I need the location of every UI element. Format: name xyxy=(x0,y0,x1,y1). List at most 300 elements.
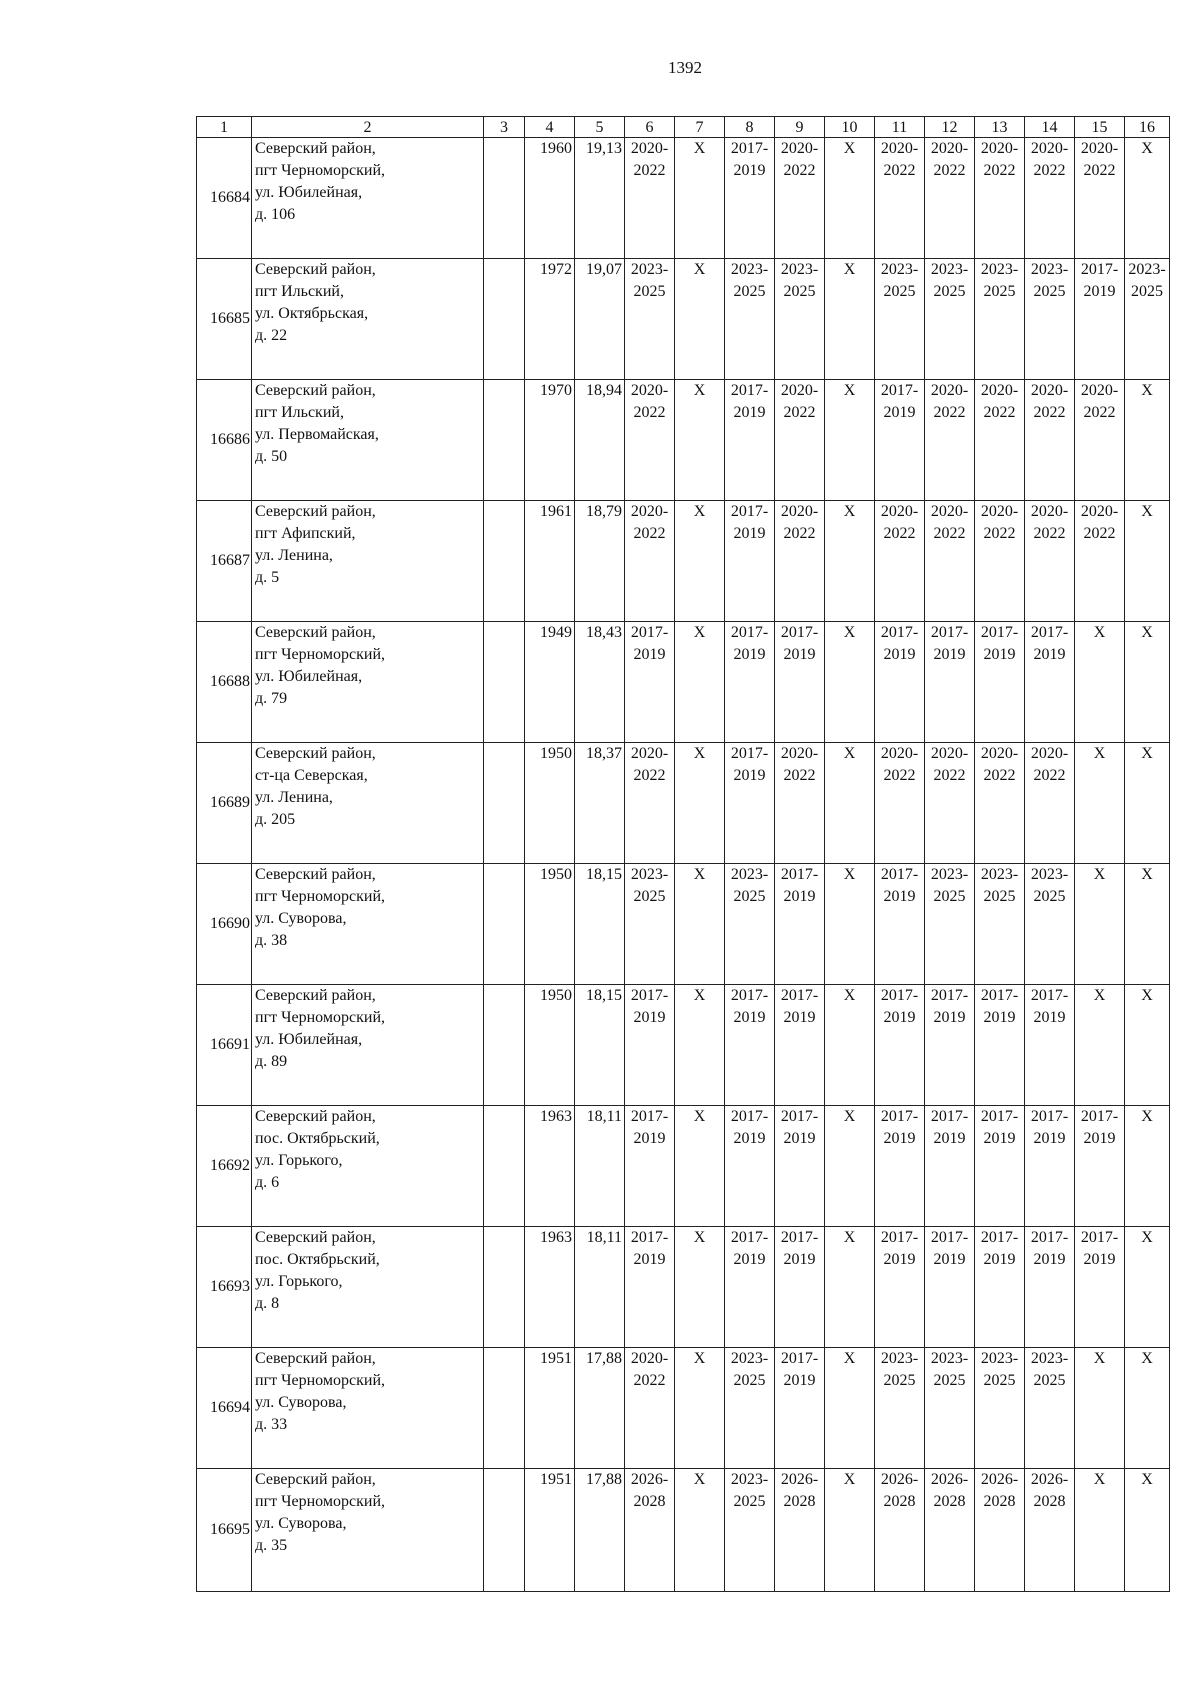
address-cell xyxy=(252,743,484,864)
address-line: д. 35 xyxy=(255,1537,288,1554)
period-line: 2017- xyxy=(780,1229,819,1246)
address-cell xyxy=(252,380,484,501)
column-header-3: 3 xyxy=(484,117,525,138)
cell-col-11 xyxy=(875,501,925,622)
cell-col-5: 19,07 xyxy=(575,259,625,380)
period-line: 2023- xyxy=(980,866,1019,883)
cell-col-14 xyxy=(1025,864,1075,985)
period-line: 2017- xyxy=(880,382,919,399)
cell-col-14 xyxy=(1025,743,1075,864)
period-line: 2028 xyxy=(883,1493,916,1510)
cell-col-14 xyxy=(1025,1106,1075,1227)
cell-col-12 xyxy=(925,1469,975,1592)
cell-col-5: 18,15 xyxy=(575,864,625,985)
period-line: 2028 xyxy=(983,1493,1016,1510)
cell-col-16: X xyxy=(1125,138,1170,259)
period-line: 2017- xyxy=(880,624,919,641)
cell-col-4: 1949 xyxy=(525,622,575,743)
record-number: 16684 xyxy=(197,138,252,259)
cell-col-12 xyxy=(925,501,975,622)
cell-col-4: 1961 xyxy=(525,501,575,622)
period-line: 2026- xyxy=(1030,1471,1069,1488)
address-line: д. 6 xyxy=(255,1174,280,1191)
cell-col-5: 17,88 xyxy=(575,1348,625,1469)
period-line: 2025 xyxy=(883,1372,916,1389)
cell-col-4: 1963 xyxy=(525,1106,575,1227)
cell-col-12 xyxy=(925,380,975,501)
cell-col-9 xyxy=(775,1469,825,1592)
period-line: 2023- xyxy=(980,261,1019,278)
cell-col-6 xyxy=(625,138,675,259)
table-row xyxy=(197,743,1170,864)
cell-col-3 xyxy=(484,1106,525,1227)
period-line: 2017- xyxy=(780,1108,819,1125)
period-line: 2022 xyxy=(883,162,916,179)
cell-col-15 xyxy=(1075,138,1125,259)
cell-col-16: X xyxy=(1125,622,1170,743)
cell-col-11 xyxy=(875,985,925,1106)
record-number: 16691 xyxy=(197,985,252,1106)
cell-col-6 xyxy=(625,985,675,1106)
period-line: 2019 xyxy=(783,1130,816,1147)
address-line: ул. Юбилейная, xyxy=(255,184,363,201)
period-line: 2020- xyxy=(980,745,1019,762)
table-row xyxy=(197,985,1170,1106)
cell-col-15 xyxy=(1075,380,1125,501)
address-line: ул. Суворова, xyxy=(255,910,347,927)
period-line: 2022 xyxy=(1083,162,1116,179)
cell-col-16: X xyxy=(1125,1469,1170,1592)
cell-col-5: 18,15 xyxy=(575,985,625,1106)
cell-col-9 xyxy=(775,1227,825,1348)
period-line: 2025 xyxy=(783,283,816,300)
cell-col-16: X xyxy=(1125,1106,1170,1227)
period-line: 2017- xyxy=(730,503,769,520)
column-header-16: 16 xyxy=(1125,117,1170,138)
address-line: пгт Ильский, xyxy=(255,283,344,300)
cell-col-15: X xyxy=(1075,622,1125,743)
period-line: 2028 xyxy=(633,1493,666,1510)
period-line: 2020- xyxy=(980,140,1019,157)
cell-col-9 xyxy=(775,1348,825,1469)
address-line: пгт Черноморский, xyxy=(255,888,385,905)
period-line: 2019 xyxy=(733,646,766,663)
cell-col-5: 18,11 xyxy=(575,1106,625,1227)
cell-col-11 xyxy=(875,1227,925,1348)
period-line: 2017- xyxy=(630,987,669,1004)
address-line: Северский район, xyxy=(255,624,376,641)
record-number: 16690 xyxy=(197,864,252,985)
address-line: пгт Ильский, xyxy=(255,404,344,421)
period-line: 2017- xyxy=(730,624,769,641)
period-line: 2020- xyxy=(630,1350,669,1367)
cell-col-14 xyxy=(1025,380,1075,501)
column-header-14: 14 xyxy=(1025,117,1075,138)
period-line: 2017- xyxy=(980,987,1019,1004)
cell-col-12 xyxy=(925,864,975,985)
cell-col-7: X xyxy=(675,985,725,1106)
cell-col-7: X xyxy=(675,501,725,622)
cell-col-12 xyxy=(925,743,975,864)
period-line: 2026- xyxy=(880,1471,919,1488)
address-line: пгт Черноморский, xyxy=(255,1372,385,1389)
cell-col-14 xyxy=(1025,622,1075,743)
cell-col-8 xyxy=(725,1469,775,1592)
cell-col-13 xyxy=(975,1469,1025,1592)
period-line: 2022 xyxy=(983,767,1016,784)
cell-col-6 xyxy=(625,501,675,622)
period-line: 2023- xyxy=(980,1350,1019,1367)
cell-col-16: X xyxy=(1125,743,1170,864)
period-line: 2019 xyxy=(733,1130,766,1147)
period-line: 2017- xyxy=(980,1229,1019,1246)
period-line: 2020- xyxy=(930,140,969,157)
period-line: 2026- xyxy=(630,1471,669,1488)
cell-col-10: X xyxy=(825,138,875,259)
cell-col-8 xyxy=(725,985,775,1106)
cell-col-3 xyxy=(484,1469,525,1592)
period-line: 2020- xyxy=(780,503,819,520)
period-line: 2025 xyxy=(933,1372,966,1389)
record-number: 16692 xyxy=(197,1106,252,1227)
period-line: 2019 xyxy=(933,1130,966,1147)
period-line: 2017- xyxy=(980,624,1019,641)
period-line: 2019 xyxy=(783,1009,816,1026)
period-line: 2022 xyxy=(883,525,916,542)
cell-col-16: X xyxy=(1125,985,1170,1106)
address-line: д. 106 xyxy=(255,206,296,223)
address-line: ул. Ленина, xyxy=(255,547,333,564)
page-number: 1392 xyxy=(668,58,702,77)
period-line: 2023- xyxy=(730,261,769,278)
period-line: 2023- xyxy=(730,1350,769,1367)
period-line: 2020- xyxy=(630,745,669,762)
address-line: д. 50 xyxy=(255,448,288,465)
cell-col-4: 1950 xyxy=(525,985,575,1106)
column-header-2: 2 xyxy=(252,117,484,138)
period-line: 2019 xyxy=(633,1009,666,1026)
period-line: 2019 xyxy=(1083,1251,1116,1268)
cell-col-8 xyxy=(725,622,775,743)
cell-col-11 xyxy=(875,1348,925,1469)
record-number: 16689 xyxy=(197,743,252,864)
address-line: ул. Юбилейная, xyxy=(255,1031,363,1048)
cell-col-6 xyxy=(625,622,675,743)
address-line: д. 38 xyxy=(255,932,288,949)
address-line: ст-ца Северская, xyxy=(255,767,368,784)
period-line: 2019 xyxy=(933,1009,966,1026)
period-line: 2025 xyxy=(933,283,966,300)
period-line: 2017- xyxy=(1030,987,1069,1004)
cell-col-15 xyxy=(1075,259,1125,380)
address-cell xyxy=(252,1348,484,1469)
cell-col-10: X xyxy=(825,259,875,380)
cell-col-5: 18,11 xyxy=(575,1227,625,1348)
period-line: 2025 xyxy=(1033,1372,1066,1389)
address-line: ул. Октябрьская, xyxy=(255,305,369,322)
cell-col-10: X xyxy=(825,1227,875,1348)
period-line: 2020- xyxy=(1080,382,1119,399)
cell-col-14 xyxy=(1025,501,1075,622)
column-header-4: 4 xyxy=(525,117,575,138)
table-row xyxy=(197,1469,1170,1592)
address-line: пгт Черноморский, xyxy=(255,1009,385,1026)
cell-col-10: X xyxy=(825,1469,875,1592)
address-cell xyxy=(252,1227,484,1348)
column-header-11: 11 xyxy=(875,117,925,138)
column-number-header-row xyxy=(197,117,1170,138)
period-line: 2022 xyxy=(933,404,966,421)
period-line: 2017- xyxy=(730,140,769,157)
cell-col-14 xyxy=(1025,1348,1075,1469)
period-line: 2026- xyxy=(980,1471,1019,1488)
cell-col-11 xyxy=(875,743,925,864)
period-line: 2022 xyxy=(933,162,966,179)
table-row xyxy=(197,622,1170,743)
period-line: 2025 xyxy=(633,888,666,905)
cell-col-13 xyxy=(975,1348,1025,1469)
address-cell xyxy=(252,864,484,985)
cell-col-3 xyxy=(484,743,525,864)
cell-col-15: X xyxy=(1075,743,1125,864)
period-line: 2023- xyxy=(880,261,919,278)
period-line: 2017- xyxy=(780,624,819,641)
cell-col-7: X xyxy=(675,259,725,380)
cell-col-7: X xyxy=(675,1227,725,1348)
cell-col-9 xyxy=(775,743,825,864)
period-line: 2017- xyxy=(1030,1108,1069,1125)
address-line: пгт Черноморский, xyxy=(255,646,385,663)
cell-col-5: 18,43 xyxy=(575,622,625,743)
cell-col-16: X xyxy=(1125,501,1170,622)
period-line: 2020- xyxy=(980,382,1019,399)
cell-col-14 xyxy=(1025,138,1075,259)
period-line: 2017- xyxy=(930,1229,969,1246)
cell-col-3 xyxy=(484,985,525,1106)
period-line: 2019 xyxy=(633,646,666,663)
cell-col-16 xyxy=(1125,259,1170,380)
cell-col-9 xyxy=(775,501,825,622)
address-line: ул. Суворова, xyxy=(255,1515,347,1532)
cell-col-12 xyxy=(925,622,975,743)
cell-col-15: X xyxy=(1075,1469,1125,1592)
cell-col-10: X xyxy=(825,985,875,1106)
record-number: 16687 xyxy=(197,501,252,622)
cell-col-9 xyxy=(775,259,825,380)
period-line: 2022 xyxy=(783,525,816,542)
address-line: Северский район, xyxy=(255,1471,376,1488)
period-line: 2020- xyxy=(780,382,819,399)
cell-col-13 xyxy=(975,138,1025,259)
address-cell xyxy=(252,501,484,622)
cell-col-14 xyxy=(1025,259,1075,380)
cell-col-8 xyxy=(725,1348,775,1469)
address-line: ул. Горького, xyxy=(255,1273,343,1290)
cell-col-5: 18,79 xyxy=(575,501,625,622)
period-line: 2025 xyxy=(1033,283,1066,300)
period-line: 2017- xyxy=(730,1108,769,1125)
period-line: 2022 xyxy=(633,1372,666,1389)
table-body xyxy=(197,138,1170,1592)
address-line: Северский район, xyxy=(255,866,376,883)
period-line: 2022 xyxy=(633,162,666,179)
cell-col-7: X xyxy=(675,1348,725,1469)
table-row xyxy=(197,864,1170,985)
cell-col-3 xyxy=(484,138,525,259)
period-line: 2022 xyxy=(1083,404,1116,421)
cell-col-15 xyxy=(1075,1227,1125,1348)
cell-col-14 xyxy=(1025,1227,1075,1348)
cell-col-12 xyxy=(925,1348,975,1469)
period-line: 2020- xyxy=(1030,382,1069,399)
cell-col-4: 1972 xyxy=(525,259,575,380)
cell-col-13 xyxy=(975,743,1025,864)
period-line: 2019 xyxy=(1033,1251,1066,1268)
cell-col-11 xyxy=(875,1106,925,1227)
period-line: 2017- xyxy=(730,987,769,1004)
address-line: д. 5 xyxy=(255,569,280,586)
period-line: 2019 xyxy=(983,1009,1016,1026)
address-cell xyxy=(252,1106,484,1227)
cell-col-6 xyxy=(625,864,675,985)
period-line: 2019 xyxy=(733,404,766,421)
cell-col-8 xyxy=(725,1106,775,1227)
period-line: 2022 xyxy=(783,162,816,179)
column-header-10: 10 xyxy=(825,117,875,138)
period-line: 2017- xyxy=(780,1350,819,1367)
cell-col-10: X xyxy=(825,743,875,864)
period-line: 2019 xyxy=(883,888,916,905)
period-line: 2022 xyxy=(983,162,1016,179)
cell-col-6 xyxy=(625,1469,675,1592)
address-line: пгт Черноморский, xyxy=(255,162,385,179)
cell-col-12 xyxy=(925,259,975,380)
period-line: 2022 xyxy=(783,767,816,784)
table-row xyxy=(197,501,1170,622)
period-line: 2020- xyxy=(1080,503,1119,520)
cell-col-3 xyxy=(484,1227,525,1348)
cell-col-13 xyxy=(975,864,1025,985)
cell-col-6 xyxy=(625,259,675,380)
period-line: 2019 xyxy=(783,646,816,663)
period-line: 2019 xyxy=(883,1130,916,1147)
cell-col-9 xyxy=(775,864,825,985)
cell-col-9 xyxy=(775,380,825,501)
table-row xyxy=(197,138,1170,259)
period-line: 2023- xyxy=(1030,1350,1069,1367)
period-line: 2023- xyxy=(880,1350,919,1367)
address-line: Северский район, xyxy=(255,745,376,762)
cell-col-15 xyxy=(1075,1106,1125,1227)
address-line: пос. Октябрьский, xyxy=(255,1130,380,1147)
cell-col-8 xyxy=(725,743,775,864)
housing-register-table xyxy=(196,116,1170,1592)
period-line: 2022 xyxy=(633,767,666,784)
period-line: 2017- xyxy=(880,1108,919,1125)
period-line: 2020- xyxy=(630,382,669,399)
address-cell xyxy=(252,985,484,1106)
period-line: 2022 xyxy=(1033,525,1066,542)
period-line: 2023- xyxy=(930,866,969,883)
period-line: 2020- xyxy=(930,382,969,399)
period-line: 2023- xyxy=(930,261,969,278)
period-line: 2017- xyxy=(780,987,819,1004)
cell-col-7: X xyxy=(675,743,725,864)
cell-col-13 xyxy=(975,985,1025,1106)
period-line: 2020- xyxy=(880,503,919,520)
period-line: 2025 xyxy=(633,283,666,300)
cell-col-9 xyxy=(775,622,825,743)
record-number: 16685 xyxy=(197,259,252,380)
period-line: 2019 xyxy=(983,1130,1016,1147)
cell-col-3 xyxy=(484,622,525,743)
period-line: 2022 xyxy=(983,404,1016,421)
column-header-12: 12 xyxy=(925,117,975,138)
cell-col-14 xyxy=(1025,1469,1075,1592)
period-line: 2028 xyxy=(933,1493,966,1510)
period-line: 2019 xyxy=(783,1372,816,1389)
address-cell xyxy=(252,622,484,743)
cell-col-4: 1963 xyxy=(525,1227,575,1348)
period-line: 2017- xyxy=(930,624,969,641)
column-header-13: 13 xyxy=(975,117,1025,138)
period-line: 2025 xyxy=(983,1372,1016,1389)
cell-col-10: X xyxy=(825,622,875,743)
period-line: 2025 xyxy=(733,1372,766,1389)
address-line: д. 89 xyxy=(255,1053,288,1070)
address-line: Северский район, xyxy=(255,382,376,399)
period-line: 2019 xyxy=(1033,646,1066,663)
period-line: 2017- xyxy=(980,1108,1019,1125)
cell-col-16: X xyxy=(1125,864,1170,985)
cell-col-10: X xyxy=(825,1348,875,1469)
period-line: 2025 xyxy=(733,283,766,300)
period-line: 2019 xyxy=(933,646,966,663)
period-line: 2025 xyxy=(1131,283,1163,300)
cell-col-7: X xyxy=(675,864,725,985)
cell-col-4: 1951 xyxy=(525,1469,575,1592)
address-line: Северский район, xyxy=(255,1229,376,1246)
cell-col-10: X xyxy=(825,380,875,501)
cell-col-8 xyxy=(725,380,775,501)
address-line: пгт Черноморский, xyxy=(255,1493,385,1510)
period-line: 2019 xyxy=(883,1009,916,1026)
address-line: д. 22 xyxy=(255,327,288,344)
cell-col-10: X xyxy=(825,864,875,985)
period-line: 2019 xyxy=(983,646,1016,663)
period-line: 2023- xyxy=(630,866,669,883)
cell-col-9 xyxy=(775,1106,825,1227)
record-number: 16693 xyxy=(197,1227,252,1348)
address-line: ул. Первомайская, xyxy=(255,426,379,443)
address-line: пгт Афипский, xyxy=(255,525,356,542)
cell-col-12 xyxy=(925,1106,975,1227)
period-line: 2022 xyxy=(633,404,666,421)
period-line: 2020- xyxy=(930,745,969,762)
address-line: Северский район, xyxy=(255,1108,376,1125)
period-line: 2020- xyxy=(780,140,819,157)
period-line: 2017- xyxy=(630,1229,669,1246)
cell-col-3 xyxy=(484,501,525,622)
period-line: 2017- xyxy=(1030,624,1069,641)
table-row xyxy=(197,1106,1170,1227)
period-line: 2028 xyxy=(783,1493,816,1510)
period-line: 2025 xyxy=(983,888,1016,905)
period-line: 2019 xyxy=(733,1251,766,1268)
period-line: 2023- xyxy=(1128,261,1166,278)
period-line: 2019 xyxy=(883,1251,916,1268)
address-line: пос. Октябрьский, xyxy=(255,1251,380,1268)
